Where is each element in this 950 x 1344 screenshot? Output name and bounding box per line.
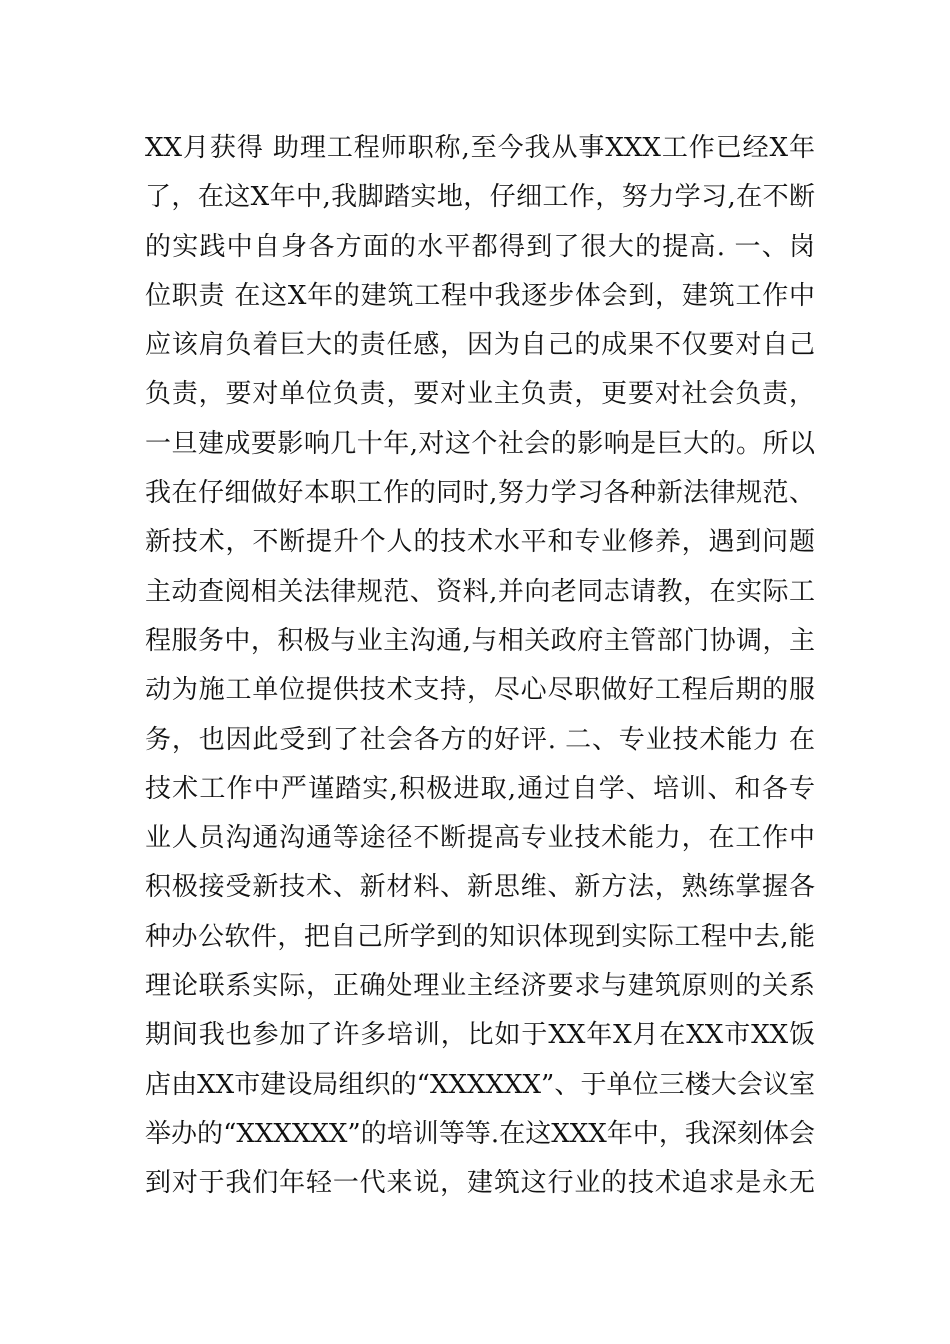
text-line: 举办的“XXXXXX”的培训等等.在这XXX年中，我深刻体会 (145, 1118, 815, 1149)
text-line: 种办公软件，把自己所学到的知识体现到实际工程中去,能 (145, 921, 815, 952)
text-line: 的实践中自身各方面的水平都得到了很大的提高. 一、岗 (145, 231, 815, 262)
text-line: 程服务中，积极与业主沟通,与相关政府主管部门协调，主 (145, 625, 815, 656)
text-line: 业人员沟通沟通等途径不断提高专业技术能力，在工作中 (145, 823, 815, 854)
text-line: 应该肩负着巨大的责任感，因为自己的成果不仅要对自己 (145, 330, 815, 361)
text-line: 期间我也参加了许多培训，比如于XX年X月在XX市XX饭 (145, 1020, 815, 1051)
text-line: 负责，要对单位负责，要对业主负责，更要对社会负责， (145, 379, 815, 410)
text-line: 理论联系实际，正确处理业主经济要求与建筑原则的关系 (145, 971, 815, 1002)
text-line: 主动查阅相关法律规范、资料,并向老同志请教，在实际工 (145, 576, 815, 607)
text-line: 我在仔细做好本职工作的同时,努力学习各种新法律规范、 (145, 478, 815, 509)
text-line: 店由XX市建设局组织的“XXXXXX”、于单位三楼大会议室 (145, 1069, 815, 1100)
text-line: XX月获得 助理工程师职称,至今我从事XXX工作已经X年 (145, 133, 815, 163)
body-text (145, 124, 815, 1209)
text-line: 到对于我们年轻一代来说，建筑这行业的技术追求是永无 (145, 1168, 815, 1199)
text-line: 积极接受新技术、新材料、新思维、新方法，熟练掌握各 (145, 872, 815, 903)
text-line: 动为施工单位提供技术支持，尽心尽职做好工程后期的服 (145, 675, 815, 706)
text-line: 了，在这X年中,我脚踏实地，仔细工作，努力学习,在不断 (145, 182, 815, 213)
text-line: 位职责 在这X年的建筑工程中我逐步体会到，建筑工作中 (145, 280, 815, 311)
text-line: 一旦建成要影响几十年,对这个社会的影响是巨大的。所以 (145, 428, 815, 459)
text-line: 务，也因此受到了社会各方的好评. 二、专业技术能力 在 (145, 724, 815, 755)
text-line: 技术工作中严谨踏实,积极进取,通过自学、培训、和各专 (145, 773, 815, 804)
text-line: 新技术，不断提升个人的技术水平和专业修养，遇到问题 (145, 527, 815, 558)
